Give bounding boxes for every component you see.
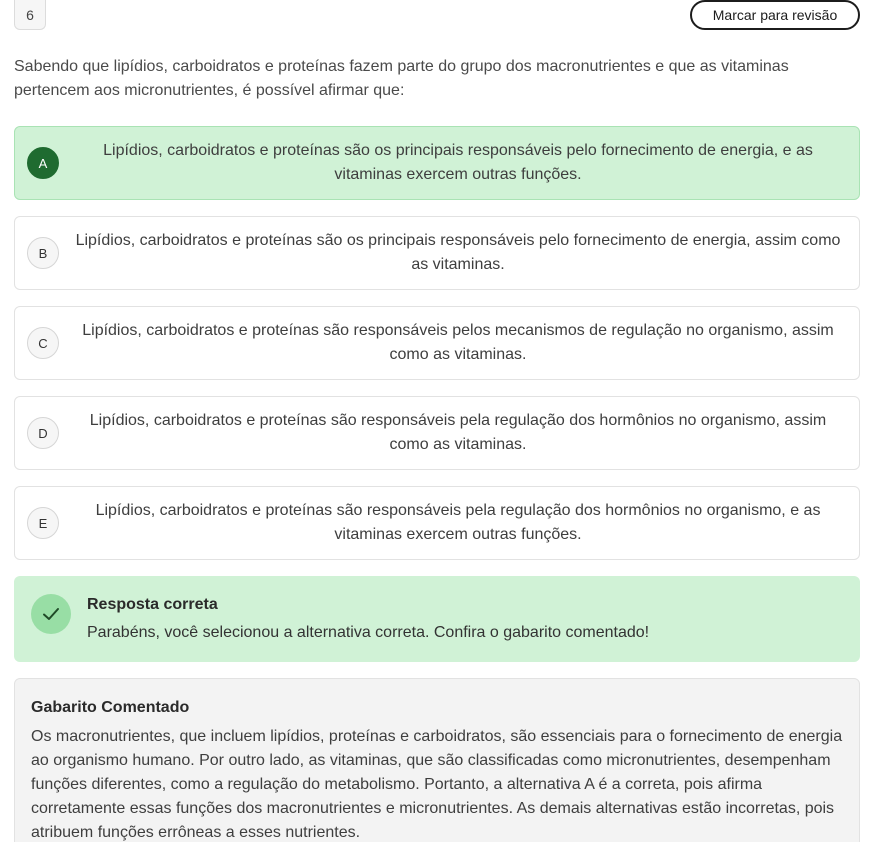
option-e[interactable]: [14, 486, 860, 560]
commented-answer-title: Gabarito Comentado: [31, 699, 190, 716]
option-letter-badge: A: [27, 147, 59, 179]
option-text: Lipídios, carboidratos e proteínas são responsáveis pelos mecanismos de regulação no organismo, assim como as vitaminas.: [82, 322, 834, 363]
option-d[interactable]: [14, 396, 860, 470]
option-text: Lipídios, carboidratos e proteínas são os principais responsáveis pelo fornecimento de energia, e as vitaminas exercem outras funções.: [103, 142, 813, 183]
option-text: Lipídios, carboidratos e proteínas são responsáveis pela regulação dos hormônios no organismo, e as vitaminas exercem outras funções.: [95, 502, 821, 543]
feedback-panel: [14, 576, 860, 662]
mark-for-review-button[interactable]: Marcar para revisão: [690, 0, 860, 30]
feedback-text: Parabéns, você selecionou a alternativa correta. Confira o gabarito comentado!: [87, 624, 650, 641]
option-text: Lipídios, carboidratos e proteínas são responsáveis pela regulação dos hormônios no organismo, assim como as vitaminas.: [89, 412, 827, 453]
option-b[interactable]: [14, 216, 860, 290]
question-text: Sabendo que lipídios, carboidratos e proteínas fazem parte do grupo dos macronutrientes e que as vitaminas pertencem aos micronutrientes, é possível afirmar que:: [14, 58, 789, 99]
option-letter-badge: D: [27, 417, 59, 449]
option-c[interactable]: [14, 306, 860, 380]
question-number-badge: 6: [14, 0, 46, 30]
commented-answer-panel: [14, 678, 860, 842]
option-text: Lipídios, carboidratos e proteínas são os principais responsáveis pelo fornecimento de energia, assim como as vitaminas.: [75, 232, 841, 273]
commented-answer-text: Os macronutrientes, que incluem lipídios, proteínas e carboidratos, são essenciais para o fornecimento de energia ao organismo humano. Por outro lado, as vitaminas, que são classificadas como micronutrientes, desempenham funções diferentes, como a regulação do metabolismo. Portanto, a alternativa A é a correta, pois afirma corretamente essas funções dos macronutrientes e micronutrientes. As demais alternativas estão incorretas, pois atribuem funções errôneas a esses nutrientes.: [31, 728, 843, 841]
check-icon: [31, 594, 71, 634]
feedback-title: Resposta correta: [87, 596, 218, 613]
option-letter-badge: E: [27, 507, 59, 539]
question-header: [14, 0, 860, 32]
option-letter-badge: B: [27, 237, 59, 269]
option-letter-badge: C: [27, 327, 59, 359]
option-a[interactable]: [14, 126, 860, 200]
